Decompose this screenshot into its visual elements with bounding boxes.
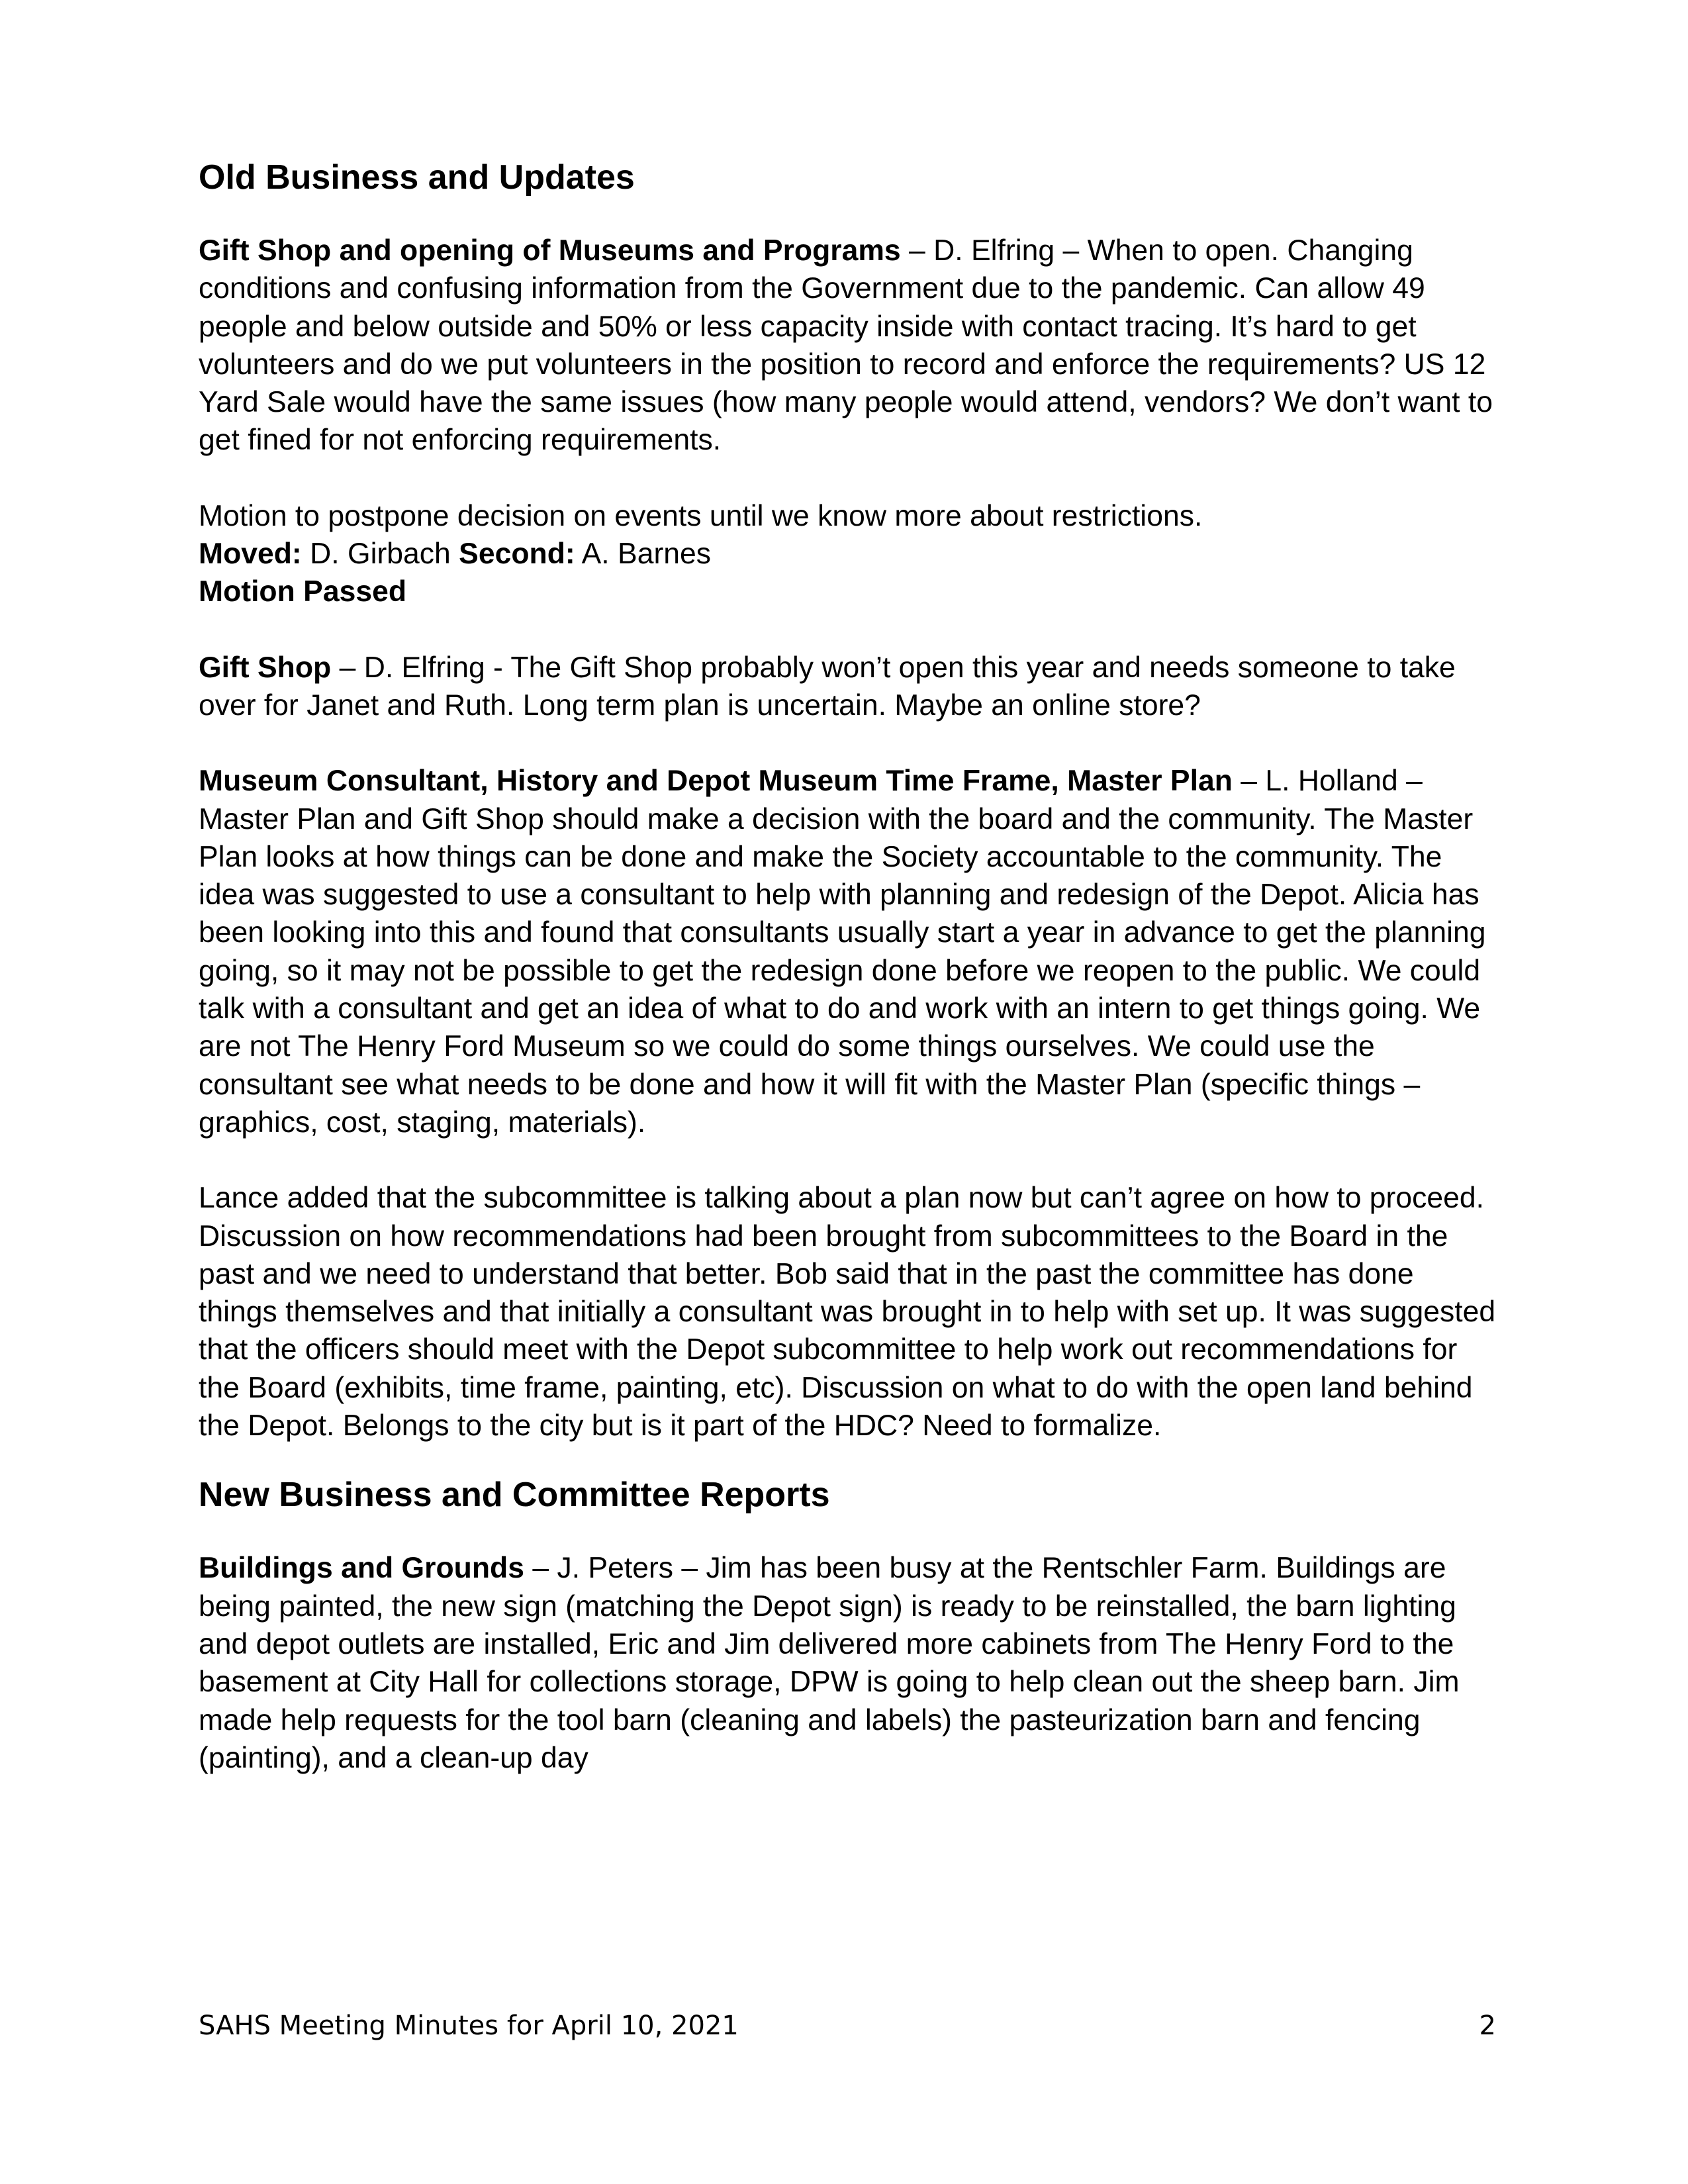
buildings-grounds-paragraph: [199, 1549, 1496, 1777]
footer-title: SAHS Meeting Minutes for April 10, 2021: [199, 2011, 739, 2041]
motion-result: Motion Passed: [199, 575, 407, 608]
motion-block: [199, 497, 1496, 611]
page-body: [199, 154, 1496, 1777]
second-value: A. Barnes: [575, 538, 712, 571]
gift-shop-body: – D. Elfring - The Gift Shop probably won’t open this year and needs someone to take over for Janet and Ruth. Long term plan is uncertain. Maybe an online store?: [199, 651, 1456, 722]
gift-shop-opening-body: – D. Elfring – When to open. Changing conditions and confusing information from the Government due to the pandemic. Can allow 49 people and below outside and 50% or less capacity inside with contact tracing. It’s hard to get volunteers and do we put volunteers in the position to record and enforce the requirements? US 12 Yard Sale would have the same issues (how many people would attend, vendors? We don’t want to get fined for not enforcing requirements.: [199, 234, 1493, 457]
gift-shop-opening-paragraph: [199, 232, 1496, 459]
museum-consultant-title: Museum Consultant, History and Depot Museum Time Frame, Master Plan: [199, 765, 1233, 798]
buildings-grounds-title: Buildings and Grounds: [199, 1552, 524, 1585]
gift-shop-paragraph: [199, 649, 1496, 725]
page-number: 2: [1479, 2011, 1496, 2041]
new-business-heading: New Business and Committee Reports: [199, 1476, 830, 1515]
gift-shop-opening-title: Gift Shop and opening of Museums and Programs: [199, 234, 901, 267]
moved-value: D. Girbach: [301, 538, 459, 571]
second-label: Second:: [459, 538, 575, 571]
museum-consultant-body: – L. Holland – Master Plan and Gift Shop should make a decision with the board and the community. The Master Plan looks at how things can be done and make the Society accountable to the community. The idea was suggested to use a consultant to help with planning and redesign of the Depot. Alicia has been looking into this and found that consultants usually start a year in advance to get the planning going, so it may not be possible to get the redesign done before we reopen to the public. We could talk with a consultant and get an idea of what to do and work with an intern to get things going. We are not The Henry Ford Museum so we could do some things ourselves. We could use the consultant see what needs to be done and how it will fit with the Master Plan (specific things – graphics, cost, staging, materials).: [199, 765, 1486, 1139]
lance-paragraph: Lance added that the subcommittee is talking about a plan now but can’t agree on how to proceed. Discussion on how recommendations had been brought from subcommittees to the Board in the past and we need to understand that better. Bob said that in the past the committee has done things themselves and that initially a consultant was brought in to help with set up. It was suggested that the officers should meet with the Depot subcommittee to help work out recommendations for the Board (exhibits, time frame, painting, etc). Discussion on what to do with the open land behind the Depot. Belongs to the city but is it part of the HDC? Need to formalize.: [199, 1182, 1496, 1443]
motion-moved-line: [199, 535, 1496, 573]
old-business-heading: Old Business and Updates: [199, 158, 635, 197]
buildings-grounds-body: – J. Peters – Jim has been busy at the Rentschler Farm. Buildings are being painted, the new sign (matching the Depot sign) is ready to be reinstalled, the barn lighting and depot outlets are installed, Eric and Jim delivered more cabinets from The Henry Ford to the basement at City Hall for collections storage, DPW is going to help clean out the sheep barn. Jim made help requests for the tool barn (cleaning and labels) the pasteurization barn and fencing (painting), and a clean-up day: [199, 1552, 1460, 1774]
gift-shop-title: Gift Shop: [199, 651, 332, 684]
motion-text: Motion to postpone decision on events until we know more about restrictions.: [199, 499, 1203, 532]
moved-label: Moved:: [199, 538, 302, 571]
museum-consultant-paragraph: [199, 762, 1496, 1141]
page-footer: [199, 2006, 1496, 2046]
